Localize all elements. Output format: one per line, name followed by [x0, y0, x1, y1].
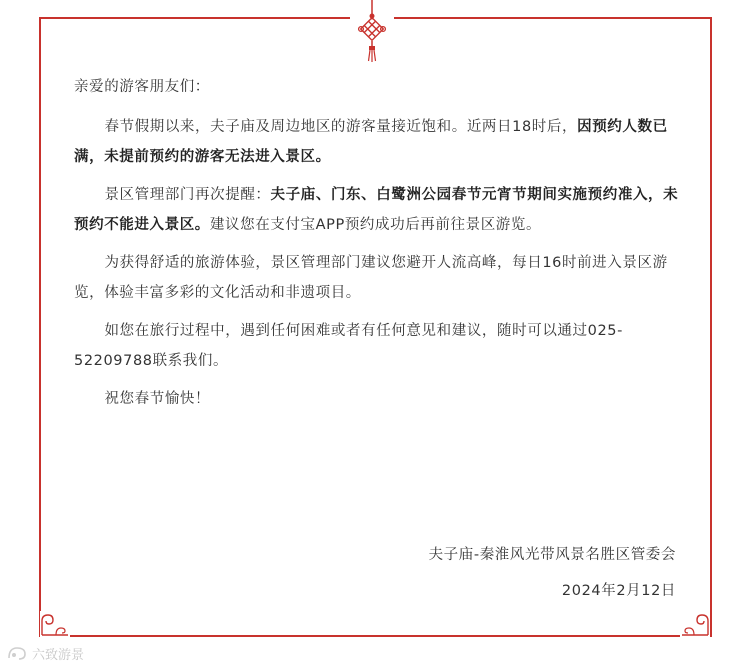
- signature-date: 2024年2月12日: [561, 583, 676, 599]
- paragraph-text: 建议您在支付宝APP预约成功后再前往景区游览。: [209, 217, 542, 233]
- letter-body: [74, 72, 684, 422]
- signature-organization: 夫子庙-秦淮风光带风景名胜区管委会: [428, 547, 676, 563]
- paragraph-text: 春节假期以来，夫子庙及周边地区的游客量接近饱和。近两日18时后，: [104, 119, 578, 135]
- emphasis-text: 夫子庙、门东、白鹭洲公园春节元宵节期间实施预约准入，未预约不能进入景区。: [74, 187, 679, 233]
- emphasis-text: 因预约人数已满，未提前预约的游客无法进入景区。: [74, 119, 668, 165]
- paragraph-suggestion: 为获得舒适的旅游体验，景区管理部门建议您避开人流高峰，每日16时前进入景区游览，体验丰富多彩的文化活动和非遗项目。: [74, 255, 668, 301]
- watermark-text: 六致游景: [32, 647, 85, 663]
- watermark: [6, 641, 84, 665]
- letter-closing: 祝您春节愉快！: [104, 391, 211, 407]
- paragraph-reminder: [74, 180, 684, 240]
- chinese-knot-icon: [350, 0, 394, 62]
- corner-ornament-icon: [40, 611, 70, 637]
- paragraph-text: 景区管理部门再次提醒：: [104, 187, 271, 203]
- letter-signature: [429, 537, 676, 609]
- paragraph-reservation-notice: [74, 112, 684, 172]
- watermark-logo-icon: [6, 644, 28, 662]
- paragraph-contact: 如您在旅行过程中，遇到任何困难或者有任何意见和建议，随时可以通过025-52209788联系我们。: [74, 323, 623, 369]
- corner-ornament-icon: [680, 611, 710, 637]
- letter-greeting: 亲爱的游客朋友们：: [74, 79, 210, 95]
